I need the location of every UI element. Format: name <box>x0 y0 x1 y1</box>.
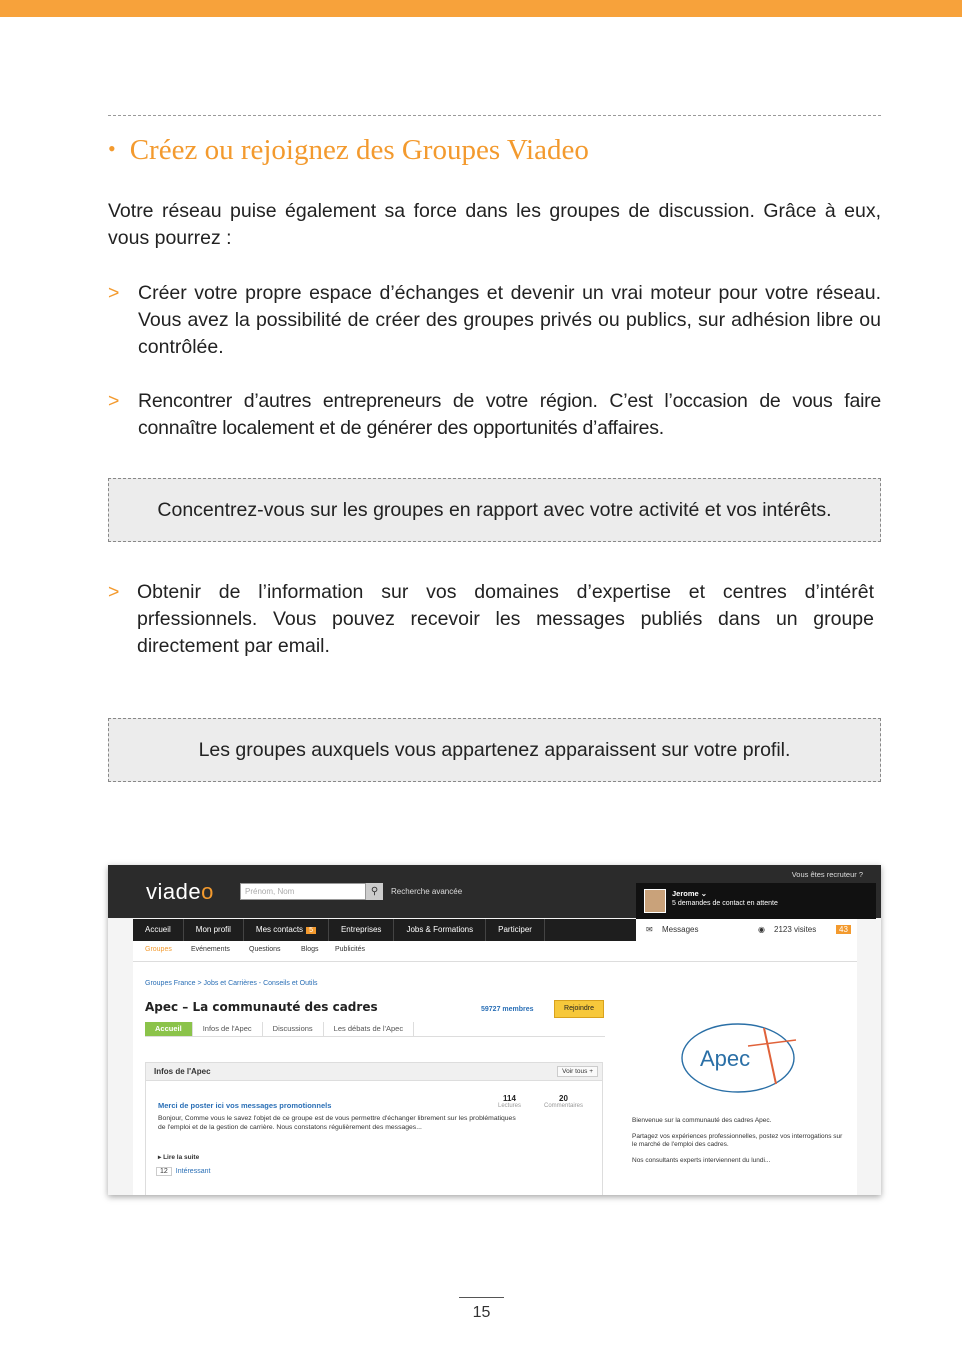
callout-text: Concentrez-vous sur les groupes en rapport avec votre activité et vos intérêts. <box>157 498 832 521</box>
tip-callout <box>108 478 881 542</box>
read-more-link[interactable]: ▸ Lire la suite <box>158 1154 200 1161</box>
tip-callout <box>108 718 881 782</box>
bullet-text: Créer votre propre espace d’échanges et devenir un vrai moteur pour votre réseau. Vous avez la possibilité de créer des groupes privés ou publics, sur adhésion libre ou contrôlée. <box>138 282 881 358</box>
group-tabs <box>145 1022 605 1037</box>
contacts-badge: 5 <box>306 927 316 934</box>
viadeo-logo: viadeo <box>146 879 214 904</box>
tab-home[interactable]: Accueil <box>145 1022 193 1036</box>
group-content <box>133 962 857 1195</box>
nav-jobs[interactable]: Jobs & Formations <box>394 919 486 941</box>
nav-participate[interactable]: Participer <box>486 919 545 941</box>
user-box[interactable] <box>636 883 876 919</box>
intro-paragraph: Votre réseau puise également sa force dans les groupes de discussion. Grâce à eux, vous pourrez : <box>108 200 881 249</box>
members-count[interactable]: 59727 membres <box>481 1006 534 1013</box>
callout-text: Les groupes auxquels vous appartenez apparaissent sur votre profil. <box>198 738 791 761</box>
viadeo-header <box>108 865 881 918</box>
bullet-item <box>108 579 874 660</box>
like-count: 12 <box>156 1167 172 1176</box>
messages-bar <box>636 919 857 941</box>
tab-discussions[interactable]: Discussions <box>263 1022 324 1036</box>
like-label: Intéressant <box>175 1168 211 1175</box>
bullet-text: Obtenir de l’information sur vos domaines d’expertise et centres d’intérêt prfessionnels. Vous pouvez recevoir les messages publiés dans un groupe directement par email. <box>137 581 874 657</box>
user-name[interactable]: Jerome ⌄ <box>672 889 708 898</box>
visits-badge: 43 <box>836 925 851 934</box>
sub-nav <box>133 941 857 962</box>
group-description: Bienvenue sur la communauté des cadres Apec. Partagez vos expériences professionnelles, postez vos interrogations sur le marché de l'emploi des cadres. Nos consultants experts interviennent du lundi... <box>632 1117 843 1164</box>
tab-info[interactable]: Infos de l'Apec <box>193 1022 263 1036</box>
panel-title: Infos de l'Apec <box>154 1067 211 1076</box>
bullet-item <box>108 388 881 442</box>
subnav-blogs[interactable]: Blogs <box>301 946 319 953</box>
search-input[interactable]: Prénom, Nom <box>240 883 366 900</box>
nav-companies[interactable]: Entreprises <box>329 919 394 941</box>
svg-text:Apec: Apec <box>700 1046 751 1071</box>
panel-header <box>146 1063 602 1081</box>
group-title: Apec – La communauté des cadres <box>145 1000 378 1014</box>
nav-contacts[interactable]: Mes contacts 5 <box>244 919 329 941</box>
subnav-ads[interactable]: Publicités <box>335 946 365 953</box>
subnav-questions[interactable]: Questions <box>249 946 281 953</box>
like-button[interactable] <box>156 1168 210 1175</box>
recruiter-link[interactable]: Vous êtes recruteur ? <box>791 870 863 879</box>
subnav-groups[interactable]: Groupes <box>145 946 172 953</box>
section-divider <box>108 115 881 116</box>
bullet-item <box>108 280 881 361</box>
section-heading <box>108 134 589 167</box>
search-icon[interactable]: ⚲ <box>366 883 383 900</box>
page-number: 15 <box>472 1304 491 1321</box>
nav-profile[interactable]: Mon profil <box>184 919 244 941</box>
reads-stat: 114 Lectures <box>498 1094 522 1109</box>
post-title[interactable]: Merci de poster ici vos messages promotionnels <box>158 1101 332 1110</box>
chevron-icon: > <box>108 282 120 304</box>
breadcrumb[interactable]: Groupes France > Jobs et Carrières - Conseils et Outils <box>145 980 318 987</box>
contact-requests[interactable]: 5 demandes de contact en attente <box>672 900 778 907</box>
bullet-text: Rencontrer d’autres entrepreneurs de votre région. C’est l’occasion de vous faire connaître localement et de générer des opportunités d’affaires. <box>138 390 881 439</box>
avatar <box>644 889 666 913</box>
heading-bullet: • <box>108 136 116 161</box>
page-number-rule <box>459 1297 504 1298</box>
join-button[interactable]: Rejoindre <box>554 1000 604 1018</box>
chevron-icon: > <box>108 390 120 412</box>
envelope-icon: ✉ <box>646 925 653 934</box>
chevron-icon: > <box>108 581 120 603</box>
post-excerpt: Bonjour, Comme vous le savez l'objet de ce groupe est de vous permettre d'échanger librement sur les problématiques de l'emploi et de la gestion de carrière. Nous constatons régulièrement des messages... <box>158 1115 516 1131</box>
info-panel <box>145 1062 603 1195</box>
advanced-search-link[interactable]: Recherche avancée <box>391 887 463 896</box>
eye-icon: ◉ <box>758 925 765 934</box>
messages-link[interactable]: Messages <box>662 925 699 934</box>
tab-debates[interactable]: Les débats de l'Apec <box>324 1022 414 1036</box>
comments-stat: 20 Commentaires <box>544 1094 584 1109</box>
nav-home[interactable]: Accueil <box>133 919 184 941</box>
view-all-button[interactable]: Voir tous + <box>557 1066 598 1077</box>
heading-title: Créez ou rejoignez des Groupes Viadeo <box>129 134 589 166</box>
apec-logo <box>678 1014 802 1096</box>
viadeo-screenshot <box>108 865 881 1195</box>
visits-link[interactable]: 2123 visites <box>774 925 817 934</box>
top-accent-bar <box>0 0 962 17</box>
subnav-events[interactable]: Evénements <box>191 946 230 953</box>
